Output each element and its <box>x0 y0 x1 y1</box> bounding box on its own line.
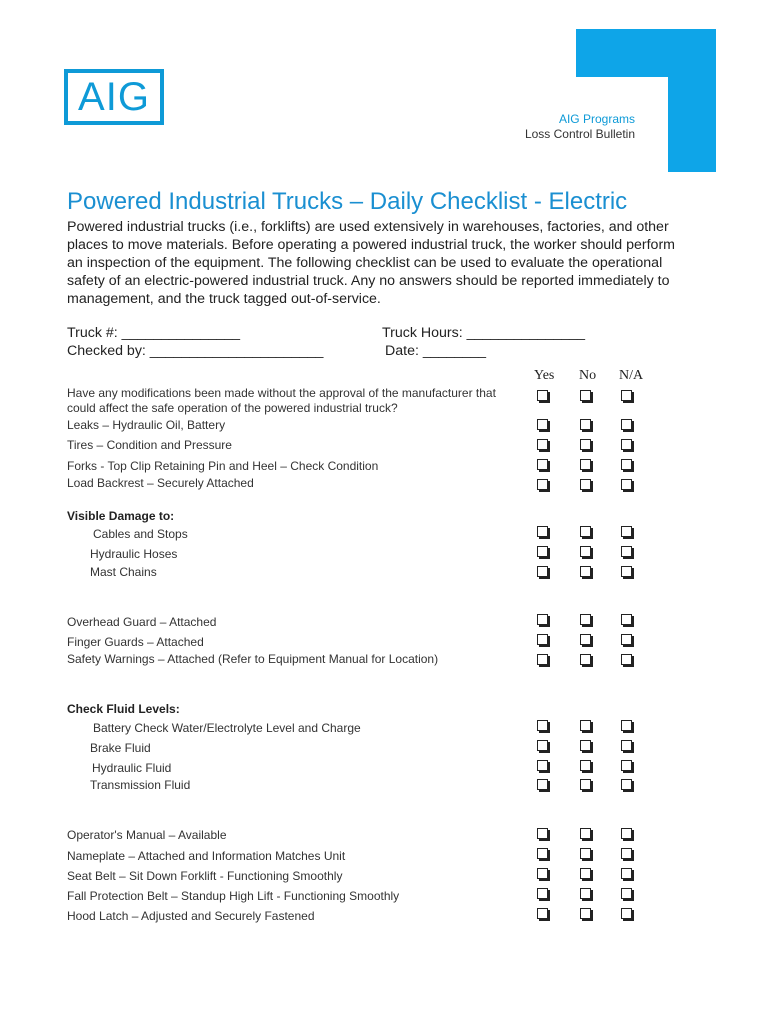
item-brake-fluid: Brake Fluid <box>90 741 151 755</box>
section-visible-damage: Visible Damage to: <box>67 509 175 523</box>
item-leaks: Leaks – Hydraulic Oil, Battery <box>67 418 226 432</box>
checkbox-finger-guards-no[interactable] <box>580 634 591 645</box>
truck-number-field[interactable]: Truck #: _______________ <box>67 325 241 341</box>
checkbox-operators-manual-no[interactable] <box>580 828 591 839</box>
checkbox-cables-no[interactable] <box>580 526 591 537</box>
checkbox-battery-no[interactable] <box>580 720 591 731</box>
checkbox-forks-na[interactable] <box>621 459 632 470</box>
aig-logo: AIG <box>64 69 164 125</box>
item-transmission-fluid: Transmission Fluid <box>90 778 191 792</box>
checkbox-operators-manual-na[interactable] <box>621 828 632 839</box>
item-hydraulic-hoses: Hydraulic Hoses <box>90 547 178 561</box>
checkbox-fall-protection-no[interactable] <box>580 888 591 899</box>
checkbox-finger-guards-na[interactable] <box>621 634 632 645</box>
checkbox-safety-warnings-na[interactable] <box>621 654 632 665</box>
corner-accent-side <box>668 29 716 172</box>
checkbox-mast-chains-yes[interactable] <box>537 566 548 577</box>
checkbox-forks-yes[interactable] <box>537 459 548 470</box>
checkbox-safety-warnings-no[interactable] <box>580 654 591 665</box>
item-modifications-line2: could affect the safe operation of the powered industrial truck? <box>67 401 398 415</box>
item-seat-belt: Seat Belt – Sit Down Forklift - Functioning Smoothly <box>67 869 343 883</box>
checkbox-modifications-na[interactable] <box>621 390 632 401</box>
item-finger-guards: Finger Guards – Attached <box>67 635 204 649</box>
checkbox-safety-warnings-yes[interactable] <box>537 654 548 665</box>
page-title: Powered Industrial Trucks – Daily Checklist - Electric <box>67 188 628 215</box>
checkbox-hydraulic-hoses-na[interactable] <box>621 546 632 557</box>
item-mast-chains: Mast Chains <box>90 565 157 579</box>
checkbox-hood-latch-no[interactable] <box>580 908 591 919</box>
intro-paragraph: Powered industrial trucks (i.e., forklifts) are used extensively in warehouses, factories, and other places to move materials. Before operating a powered industrial truck, the worker should perform an inspection of the equipment. The following checklist can be used to evaluate the operational safety of an electric-powered industrial truck. Any no answers should be reported immediately to management, and the truck tagged out-of-service. <box>67 219 675 307</box>
checkbox-finger-guards-yes[interactable] <box>537 634 548 645</box>
checkbox-hood-latch-yes[interactable] <box>537 908 548 919</box>
item-hood-latch: Hood Latch – Adjusted and Securely Fastened <box>67 909 315 923</box>
checkbox-brake-fluid-no[interactable] <box>580 740 591 751</box>
checkbox-modifications-no[interactable] <box>580 390 591 401</box>
item-hydraulic-fluid: Hydraulic Fluid <box>92 761 172 775</box>
checkbox-nameplate-na[interactable] <box>621 848 632 859</box>
checkbox-modifications-yes[interactable] <box>537 390 548 401</box>
checkbox-mast-chains-na[interactable] <box>621 566 632 577</box>
checkbox-hydraulic-hoses-yes[interactable] <box>537 546 548 557</box>
checkbox-tires-yes[interactable] <box>537 439 548 450</box>
item-cables: Cables and Stops <box>93 527 188 541</box>
checkbox-tires-na[interactable] <box>621 439 632 450</box>
column-no: No <box>579 368 597 383</box>
checkbox-forks-no[interactable] <box>580 459 591 470</box>
item-operators-manual: Operator's Manual – Available <box>67 828 227 842</box>
item-tires: Tires – Condition and Pressure <box>67 438 232 452</box>
checkbox-hydraulic-hoses-no[interactable] <box>580 546 591 557</box>
checkbox-overhead-guard-yes[interactable] <box>537 614 548 625</box>
checkbox-seat-belt-na[interactable] <box>621 868 632 879</box>
checkbox-seat-belt-yes[interactable] <box>537 868 548 879</box>
checkbox-leaks-yes[interactable] <box>537 419 548 430</box>
programs-label: AIG Programs <box>558 112 635 126</box>
checkbox-tires-no[interactable] <box>580 439 591 450</box>
checkbox-hydraulic-fluid-yes[interactable] <box>537 760 548 771</box>
checkbox-fall-protection-na[interactable] <box>621 888 632 899</box>
column-na: N/A <box>619 368 644 383</box>
checkbox-load-backrest-no[interactable] <box>580 479 591 490</box>
checkbox-leaks-na[interactable] <box>621 419 632 430</box>
checkbox-nameplate-no[interactable] <box>580 848 591 859</box>
checkbox-hydraulic-fluid-no[interactable] <box>580 760 591 771</box>
section-check-fluid-levels: Check Fluid Levels: <box>67 702 180 716</box>
item-load-backrest: Load Backrest – Securely Attached <box>67 476 254 490</box>
checkbox-transmission-fluid-na[interactable] <box>621 779 632 790</box>
checkbox-mast-chains-no[interactable] <box>580 566 591 577</box>
item-battery: Battery Check Water/Electrolyte Level and Charge <box>93 721 361 735</box>
checkbox-cables-yes[interactable] <box>537 526 548 537</box>
item-modifications-line1: Have any modifications been made without the approval of the manufacturer that <box>67 386 496 400</box>
checkbox-hydraulic-fluid-na[interactable] <box>621 760 632 771</box>
checkbox-battery-na[interactable] <box>621 720 632 731</box>
checkbox-hood-latch-na[interactable] <box>621 908 632 919</box>
date-field[interactable]: Date: ________ <box>385 343 486 359</box>
item-overhead-guard: Overhead Guard – Attached <box>67 615 217 629</box>
checkbox-overhead-guard-no[interactable] <box>580 614 591 625</box>
checkbox-transmission-fluid-yes[interactable] <box>537 779 548 790</box>
checkbox-brake-fluid-na[interactable] <box>621 740 632 751</box>
checkbox-fall-protection-yes[interactable] <box>537 888 548 899</box>
bulletin-label: Loss Control Bulletin <box>524 127 635 141</box>
item-safety-warnings: Safety Warnings – Attached (Refer to Equipment Manual for Location) <box>67 652 439 666</box>
checkbox-load-backrest-na[interactable] <box>621 479 632 490</box>
item-fall-protection: Fall Protection Belt – Standup High Lift - Functioning Smoothly <box>67 889 400 903</box>
checkbox-overhead-guard-na[interactable] <box>621 614 632 625</box>
checkbox-load-backrest-yes[interactable] <box>537 479 548 490</box>
checkbox-nameplate-yes[interactable] <box>537 848 548 859</box>
checkbox-leaks-no[interactable] <box>580 419 591 430</box>
checkbox-transmission-fluid-no[interactable] <box>580 779 591 790</box>
checkbox-brake-fluid-yes[interactable] <box>537 740 548 751</box>
column-yes: Yes <box>534 368 555 383</box>
checkbox-battery-yes[interactable] <box>537 720 548 731</box>
truck-hours-field[interactable]: Truck Hours: _______________ <box>382 325 585 341</box>
checkbox-seat-belt-no[interactable] <box>580 868 591 879</box>
checked-by-field[interactable]: Checked by: ______________________ <box>67 343 324 359</box>
checkbox-cables-na[interactable] <box>621 526 632 537</box>
item-forks: Forks - Top Clip Retaining Pin and Heel – Check Condition <box>67 459 379 473</box>
item-nameplate: Nameplate – Attached and Information Matches Unit <box>67 849 346 863</box>
checkbox-operators-manual-yes[interactable] <box>537 828 548 839</box>
